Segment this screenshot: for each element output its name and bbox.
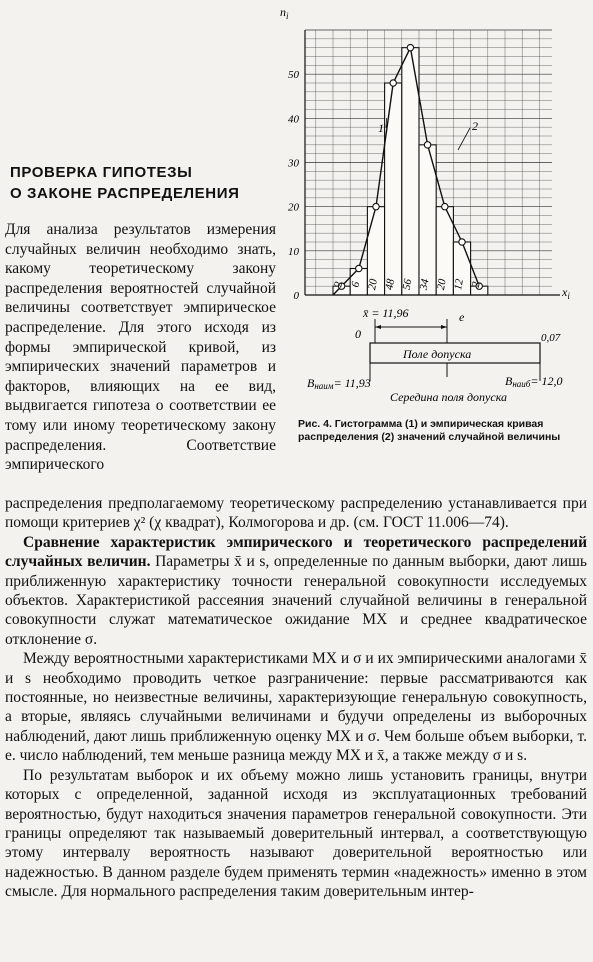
curve-point bbox=[356, 265, 362, 271]
y-tick-label: 10 bbox=[288, 245, 299, 258]
paragraph-continuation: распределения предполагаемому теоретическому распределению устанавливается при помощи критериев χ² (χ квадрат), Колмогорова и др. (см. ГОСТ 11.006—74). bbox=[5, 495, 587, 532]
bar-value-label: 34 bbox=[417, 278, 432, 291]
scheme-center: Середина поля допуска bbox=[390, 390, 508, 404]
scheme-bmin: Bнаим= 11,93 bbox=[307, 376, 371, 391]
series-label-2: 2 bbox=[472, 119, 478, 133]
curve-point bbox=[390, 80, 396, 86]
bar-value-label: 2 bbox=[332, 280, 346, 289]
y-axis-label-sub: i bbox=[286, 11, 289, 21]
bar-value-label: 20 bbox=[366, 278, 380, 291]
paragraph-characteristics: Между вероятностными характеристиками MX и σ и их эмпирическими аналогами x̄ и s необходимо проводить четкое разграничение: первые рассматриваются как постоянные, но неизвестные величины, характеризующие генеральную совокупность, а вторые, являясь случайными величинами и будучи определены из выборочных наблюдений, дают лишь приближенную оценку MX и σ. Чем больше объем выборки, т. е. число наблюдений, тем меньше разница между MX и x̄, а также между σ и s. bbox=[5, 650, 587, 765]
bar-value-label: 56 bbox=[400, 278, 415, 291]
scheme-zero: 0 bbox=[355, 327, 361, 341]
arrow-left bbox=[375, 325, 381, 329]
paragraph-comparison-title: Сравнение характеристик эмпирического и теоретического распределений случайных величин. bbox=[5, 533, 587, 571]
y-tick-label: 20 bbox=[288, 201, 299, 214]
left-column-text bbox=[5, 220, 276, 475]
heading-line-1: ПРОВЕРКА ГИПОТЕЗЫ bbox=[10, 164, 193, 181]
paragraph-confidence: По результатам выборок и их объему можно лишь установить границы, внутри которых с определенной, заданной исходя из эксплуатационных требований вероятностью, будут находиться значения параметров генеральной совокупности. Эти границы определяют так называемый доверительный интервал, а соответствующую этому интервалу вероятность называют доверительной вероятностью или надежностью. В данном разделе будем применять термин «надежность» именно в этом смысле. Для нормального распределения таким доверительным интер- bbox=[5, 766, 587, 901]
curve-point bbox=[373, 203, 379, 209]
paragraph-comparison bbox=[5, 533, 587, 649]
series-leader-2 bbox=[458, 128, 470, 150]
x-axis-label-sub: i bbox=[567, 291, 570, 300]
y-tick-label: 40 bbox=[288, 113, 299, 126]
bar-value-label: 6 bbox=[349, 280, 363, 289]
tolerance-scheme bbox=[295, 305, 593, 415]
section-heading bbox=[10, 162, 280, 204]
curve-point bbox=[424, 142, 430, 148]
bar-value-label: 48 bbox=[383, 278, 398, 291]
y-axis-label-n: n bbox=[280, 5, 286, 19]
scheme-field-label: Поле допуска bbox=[403, 347, 472, 361]
figure-caption: Рис. 4. Гистограмма (1) и эмпирическая кривая распределения (2) значений случайной величины bbox=[298, 418, 561, 443]
bar-value-label: 20 bbox=[434, 278, 449, 291]
scheme-e: e bbox=[459, 310, 465, 324]
bar-value-label: 12 bbox=[452, 278, 466, 291]
bar-value-label: 2 bbox=[469, 280, 483, 289]
y-tick-label: 30 bbox=[288, 157, 299, 170]
y-axis-label bbox=[280, 5, 289, 21]
y-tick-label: 0 bbox=[293, 290, 299, 300]
scheme-bmax: Bнаиб= 12,0 bbox=[505, 374, 563, 389]
full-width-text bbox=[5, 494, 587, 902]
x-axis-label-x: x bbox=[562, 285, 568, 299]
paragraph-intro: Для анализа результатов измерения случайных величин необходимо знать, какому теоретическому закону распределения вероятностей случайной величины соответствует эмпирическое распределение. Для этого исходя из формы эмпирической кривой, из эмпирических значений параметров и факторов, влияющих на ее вид, выдвигается гипотеза о соответствии ее тому или иному теоретическому закону распределения. Соответствие эмпирического bbox=[5, 221, 276, 474]
heading-line-2: О ЗАКОНЕ РАСПРЕДЕЛЕНИЯ bbox=[10, 185, 240, 202]
x-axis-label bbox=[561, 285, 570, 300]
histogram-chart bbox=[270, 0, 593, 300]
scheme-tol: 0,07 bbox=[541, 332, 561, 344]
arrow-right bbox=[441, 325, 447, 329]
paragraph-comparison-body: Параметры x̄ и s, определенные по данным выборки, дают лишь приближенную характеристику точности генеральной совокупности исследуемых объектов. Характеристикой рассеяния значений случайной величины в генеральной совокупности служат математическое ожидание MX и среднее квадратическое отклонение σ. bbox=[5, 553, 587, 648]
curve-point bbox=[407, 44, 413, 50]
scheme-xbar: x̄ = 11,96 bbox=[363, 306, 409, 320]
histogram-bar bbox=[385, 83, 402, 295]
series-label-1: 1 bbox=[378, 121, 384, 135]
y-tick-labels bbox=[287, 69, 300, 300]
curve-point bbox=[442, 203, 448, 209]
curve-point bbox=[459, 239, 465, 245]
y-tick-label: 50 bbox=[288, 69, 299, 82]
